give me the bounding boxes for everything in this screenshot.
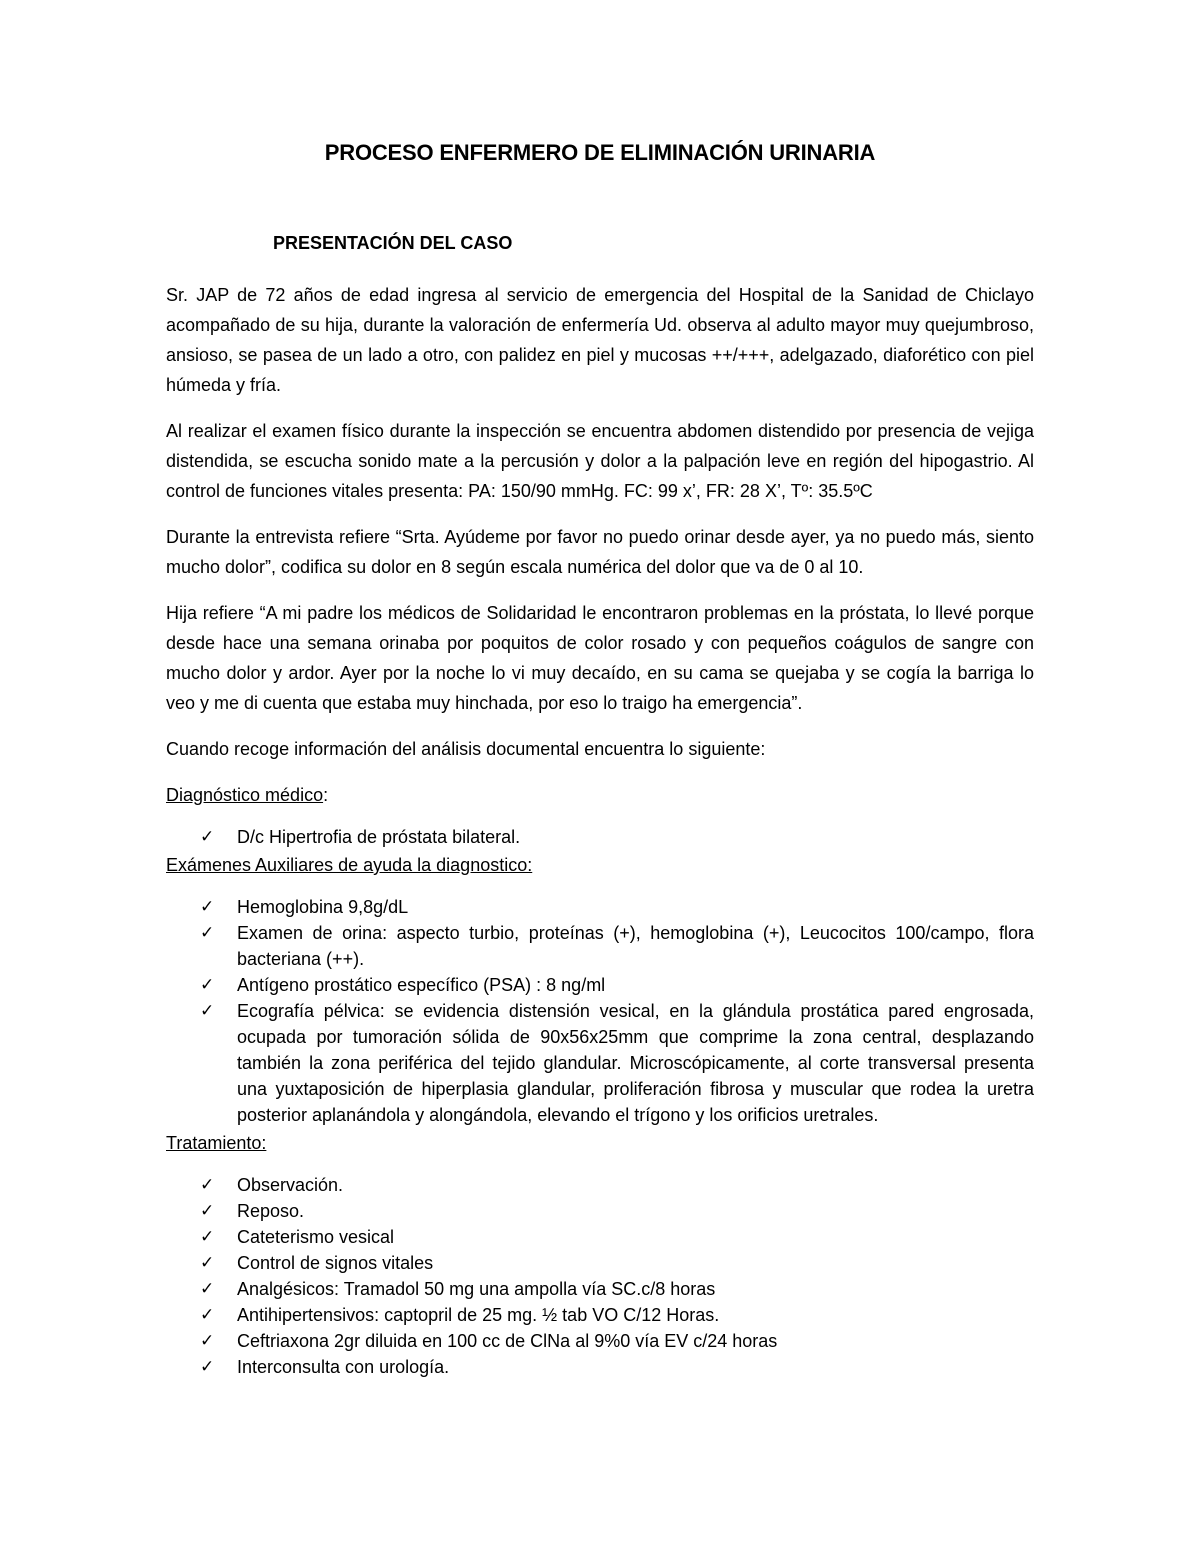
list-item-text: Ecografía pélvica: se evidencia distensión vesical, en la glándula prostática pared engrosada, ocupada por tumoración sólida de 90x56x25mm que comprime la zona central, desplazando también la zona periférica del tejido glandular. Microscópicamente, al corte transversal presenta una yuxtaposición de hiperplasia glandular, proliferación fibrosa y muscular que rodea la uretra posterior aplanándola y alongándola, elevando el trígono y los orificios uretrales.: [237, 1001, 1034, 1125]
list-item: [166, 1276, 1034, 1302]
check-icon: ✓: [200, 1331, 215, 1350]
list-item: [166, 1302, 1034, 1328]
list-item: [166, 1328, 1034, 1354]
list-item: [166, 972, 1034, 998]
examenes-list: [166, 894, 1034, 1128]
case-paragraph-2: Al realizar el examen físico durante la inspección se encuentra abdomen distendido por presencia de vejiga distendida, se escucha sonido mate a la percusión y dolor a la palpación leve en región del hipogastrio. Al control de funciones vitales presenta: PA: 150/90 mmHg. FC: 99 x’, FR: 28 X’, Tº: 35.5ºC: [166, 421, 1034, 501]
list-item-text: D/c Hipertrofia de próstata bilateral.: [237, 827, 521, 847]
list-item-text: Control de signos vitales: [237, 1253, 434, 1273]
check-icon: ✓: [200, 1357, 215, 1376]
list-item-text: Examen de orina: aspecto turbio, proteínas (+), hemoglobina (+), Leucocitos 100/campo, flora bacteriana (++).: [237, 923, 1034, 969]
list-item: [166, 1198, 1034, 1224]
diagnostico-heading-colon: :: [323, 785, 329, 805]
list-item-text: Analgésicos: Tramadol 50 mg una ampolla vía SC.c/8 horas: [237, 1279, 716, 1299]
check-icon: ✓: [200, 1175, 215, 1194]
list-item: [166, 824, 1034, 850]
list-item-text: Reposo.: [237, 1201, 305, 1221]
list-item: [166, 920, 1034, 972]
list-item-text: Antihipertensivos: captopril de 25 mg. ½ tab VO C/12 Horas.: [237, 1305, 720, 1325]
check-icon: ✓: [200, 827, 215, 846]
case-paragraph-3: Durante la entrevista refiere “Srta. Ayúdeme por favor no puedo orinar desde ayer, ya no puedo más, siento mucho dolor”, codifica su dolor en 8 según escala numérica del dolor que va de 0 al 10.: [166, 527, 1034, 577]
list-item-text: Hemoglobina 9,8g/dL: [237, 897, 409, 917]
list-item-text: Ceftriaxona 2gr diluida en 100 cc de ClNa al 9%0 vía EV c/24 horas: [237, 1331, 778, 1351]
case-paragraph-5: Cuando recoge información del análisis documental encuentra lo siguiente:: [166, 739, 766, 759]
check-icon: ✓: [200, 1305, 215, 1324]
list-item: [166, 1224, 1034, 1250]
check-icon: ✓: [200, 1279, 215, 1298]
section-heading: PRESENTACIÓN DEL CASO: [273, 233, 513, 253]
diagnostico-heading: [166, 780, 1034, 810]
list-item-text: Observación.: [237, 1175, 344, 1195]
check-icon: ✓: [200, 1201, 215, 1220]
list-item: [166, 894, 1034, 920]
list-item-text: Cateterismo vesical: [237, 1227, 395, 1247]
list-item: [166, 1354, 1034, 1380]
check-icon: ✓: [200, 1001, 215, 1020]
document-body: [166, 280, 1034, 1380]
tratamiento-list: [166, 1172, 1034, 1380]
list-item-text: Interconsulta con urología.: [237, 1357, 450, 1377]
check-icon: ✓: [200, 897, 215, 916]
check-icon: ✓: [200, 1227, 215, 1246]
examenes-heading: Exámenes Auxiliares de ayuda la diagnostico:: [166, 855, 533, 875]
list-item: [166, 998, 1034, 1128]
check-icon: ✓: [200, 975, 215, 994]
diagnostico-heading-text: Diagnóstico médico: [166, 785, 324, 805]
case-paragraph-1: Sr. JAP de 72 años de edad ingresa al servicio de emergencia del Hospital de la Sanidad de Chiclayo acompañado de su hija, durante la valoración de enfermería Ud. observa al adulto mayor muy quejumbroso, ansioso, se pasea de un lado a otro, con palidez en piel y mucosas ++/+++, adelgazado, diaforético con piel húmeda y fría.: [166, 285, 1034, 395]
document-title: PROCESO ENFERMERO DE ELIMINACIÓN URINARIA: [324, 140, 876, 165]
list-item: [166, 1172, 1034, 1198]
list-item: [166, 1250, 1034, 1276]
case-paragraph-4: Hija refiere “A mi padre los médicos de Solidaridad le encontraron problemas en la próstata, lo llevé porque desde hace una semana orinaba por poquitos de color rosado y con pequeños coágulos de sangre con mucho dolor y ardor. Ayer por la noche lo vi muy decaído, en su cama se quejaba y se cogía la barriga lo veo y me di cuenta que estaba muy hinchada, por eso lo traigo ha emergencia”.: [166, 603, 1034, 713]
tratamiento-heading: Tratamiento:: [166, 1133, 267, 1153]
check-icon: ✓: [200, 923, 215, 942]
diagnostico-list: [166, 824, 1034, 850]
list-item-text: Antígeno prostático específico (PSA) : 8 ng/ml: [237, 975, 606, 995]
check-icon: ✓: [200, 1253, 215, 1272]
